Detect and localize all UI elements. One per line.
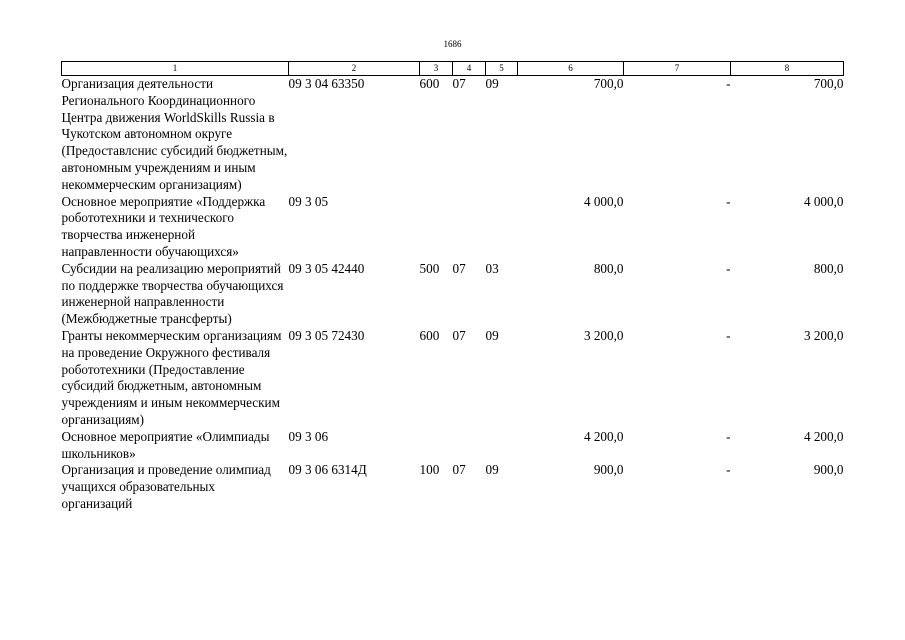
row-subsection bbox=[486, 194, 518, 261]
table-row bbox=[62, 194, 844, 261]
column-header: 1 bbox=[62, 62, 289, 76]
row-section: 07 bbox=[452, 260, 466, 276]
budget-table bbox=[61, 61, 844, 513]
row-section bbox=[453, 429, 486, 463]
row-expense-type: 600 bbox=[419, 327, 440, 343]
row-col8: 4 200,0 bbox=[803, 428, 844, 444]
table-header-row bbox=[62, 62, 844, 76]
row-col7: - bbox=[726, 462, 731, 478]
row-col7: - bbox=[726, 193, 731, 209]
row-col7: - bbox=[726, 76, 731, 91]
row-code: 09 3 05 bbox=[288, 193, 329, 209]
row-code: 09 3 05 72430 bbox=[288, 327, 365, 343]
row-col7: - bbox=[726, 428, 731, 444]
row-name: Основное мероприятие «Поддержка робототехники и технического творчества инженерной направленности обучающихся» bbox=[61, 193, 266, 259]
table-row bbox=[62, 429, 844, 463]
row-col7: - bbox=[726, 327, 731, 343]
row-name: Субсидии на реализацию мероприятий по поддержке творчества обучающихся инженерной направленности (Межбюджетные трансферты) bbox=[61, 260, 284, 327]
row-section: 07 bbox=[452, 327, 466, 343]
row-expense-type bbox=[420, 429, 453, 463]
row-section: 07 bbox=[452, 76, 466, 91]
table-row bbox=[62, 76, 844, 194]
row-expense-type bbox=[420, 194, 453, 261]
row-col8: 900,0 bbox=[813, 462, 844, 478]
row-total: 900,0 bbox=[593, 462, 624, 478]
row-col8: 3 200,0 bbox=[803, 327, 844, 343]
row-code: 09 3 06 6314Д bbox=[288, 462, 367, 478]
row-col7: - bbox=[726, 260, 731, 276]
row-expense-type: 600 bbox=[419, 76, 440, 91]
row-name: Гранты некоммерческим организациям на проведение Окружного фестиваля робототехники (Предоставление субсидий бюджетным, автономным учреждениям и иным некоммерческим организациям) bbox=[61, 327, 282, 427]
row-expense-type: 100 bbox=[419, 462, 440, 478]
row-subsection: 09 bbox=[485, 76, 499, 91]
row-subsection: 03 bbox=[485, 260, 499, 276]
row-name: Организация и проведение олимпиад учащихся образовательных организаций bbox=[61, 462, 271, 511]
row-total: 700,0 bbox=[593, 76, 624, 91]
row-total: 800,0 bbox=[593, 260, 624, 276]
row-total: 4 000,0 bbox=[583, 193, 624, 209]
row-name: Организация деятельности Регионального Координационного Центра движения WorldSkills Russia в Чукотском автономном округе (Предоставлснис субсидий бюджетным, автономным учреждениям и иным некоммерческим организациям) bbox=[61, 76, 288, 192]
row-col8: 800,0 bbox=[813, 260, 844, 276]
column-header: 6 bbox=[518, 62, 624, 76]
row-total: 3 200,0 bbox=[583, 327, 624, 343]
row-code: 09 3 05 42440 bbox=[288, 260, 365, 276]
row-subsection: 09 bbox=[485, 462, 499, 478]
row-expense-type: 500 bbox=[419, 260, 440, 276]
row-subsection bbox=[486, 429, 518, 463]
row-col8: 700,0 bbox=[813, 76, 844, 91]
column-header: 4 bbox=[453, 62, 486, 76]
row-section: 07 bbox=[452, 462, 466, 478]
page-number: 1686 bbox=[443, 39, 462, 49]
column-header: 5 bbox=[486, 62, 518, 76]
row-subsection: 09 bbox=[485, 327, 499, 343]
row-total: 4 200,0 bbox=[583, 428, 624, 444]
table-row bbox=[62, 328, 844, 429]
table-row bbox=[62, 261, 844, 328]
row-code: 09 3 06 bbox=[288, 428, 329, 444]
row-name: Основное мероприятие «Олимпиады школьников» bbox=[61, 428, 270, 461]
table-row bbox=[62, 462, 844, 512]
row-section bbox=[453, 194, 486, 261]
row-code: 09 3 04 63350 bbox=[288, 76, 365, 91]
column-header: 3 bbox=[420, 62, 453, 76]
row-col8: 4 000,0 bbox=[803, 193, 844, 209]
column-header: 8 bbox=[731, 62, 844, 76]
column-header: 2 bbox=[289, 62, 420, 76]
column-header: 7 bbox=[624, 62, 731, 76]
